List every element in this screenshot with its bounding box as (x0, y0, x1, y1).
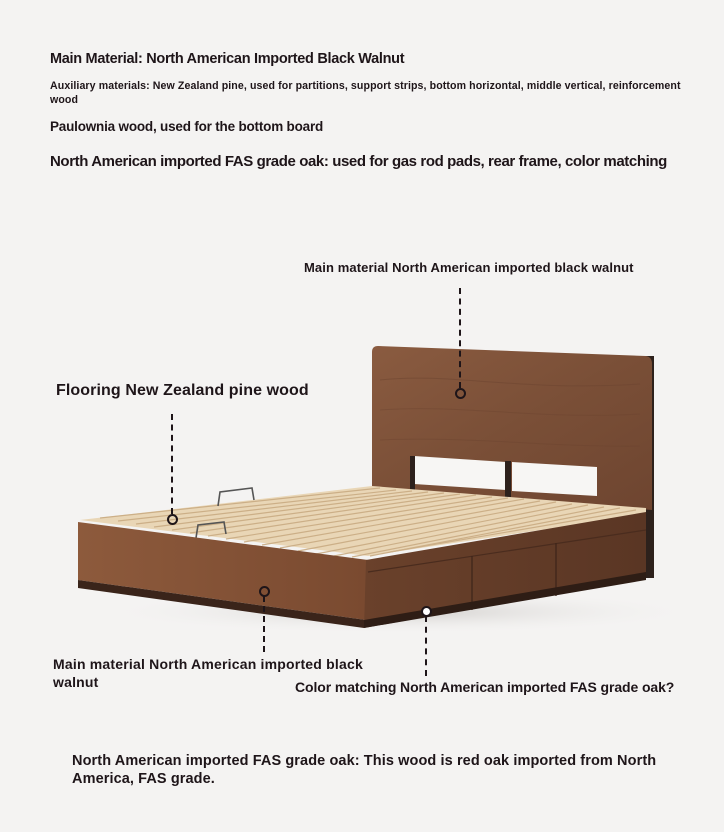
side-panel-marker-dot (259, 586, 270, 597)
material-paulownia: Paulownia wood, used for the bottom board (50, 119, 324, 134)
material-main: Main Material: North American Imported Black Walnut (50, 51, 405, 67)
callout-headboard: Main material North American imported black walnut (304, 260, 634, 275)
headboard-marker-dot (455, 388, 466, 399)
callout-color-matching: Color matching North American imported FAS grade oak? (295, 679, 675, 695)
material-auxiliary: Auxiliary materials: New Zealand pine, used for partitions, support strips, bottom horizontal, middle vertical, reinforcement wood (50, 80, 681, 106)
color-matching-leader-line (425, 616, 427, 676)
color-matching-marker-dot (421, 606, 432, 617)
callout-side-panel: Main material North American imported black walnut (53, 656, 363, 690)
side-panel-leader-line (263, 596, 265, 652)
flooring-marker-dot (167, 514, 178, 525)
flooring-leader-line (171, 414, 173, 514)
callout-flooring: Flooring New Zealand pine wood (56, 382, 309, 399)
footer-note: North American imported FAS grade oak: This wood is red oak imported from North America, FAS grade. (72, 753, 657, 787)
material-oak: North American imported FAS grade oak: used for gas rod pads, rear frame, color matching (50, 153, 667, 170)
headboard-leader-line (459, 288, 461, 388)
